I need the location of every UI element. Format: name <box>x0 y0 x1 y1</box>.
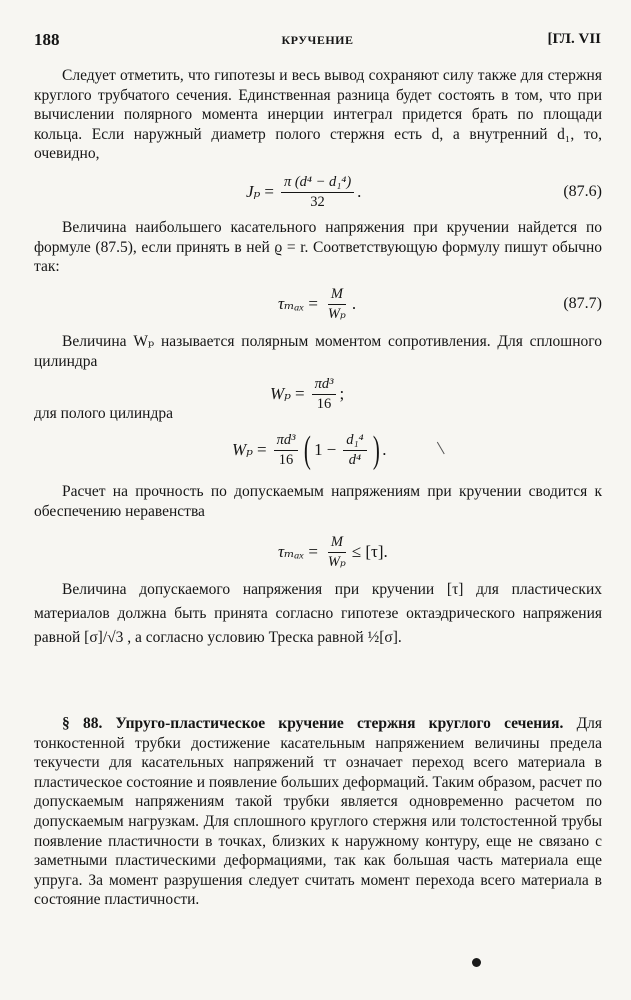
formula-inequality <box>34 524 602 580</box>
paragraph-text: Следует отметить, что гипотезы и весь вывод сохраняют силу также для стержня круглого трубчатого сечения. Единственная разница будет состоять в том, что при вычислении полярного момента инерции интеграл придется брать по площади кольца. Если наружный диаметр полого стержня есть d, а внутренний d₁, то, очевидно, <box>34 67 602 163</box>
section-paragraph <box>34 714 602 910</box>
equation-number: (87.6) <box>563 183 602 200</box>
fraction <box>274 432 299 469</box>
formula-rhs: ≤ [τ]. <box>351 542 388 561</box>
section-body: Для тонкостенной трубки достижение касательным напряжением величины предела текучести для касательных напряжений τт означает переход всего материала в пластическое состояние и появление больших деформаций. Таким образом, расчет по допускаемым напряжениям такой трубки является одновременно расчетом по допускаемым нагрузкам. Для сплошного круглого стержня или толстостенной трубы появление пластичности в точках, близких к наружному контуру, еще не связано с заметными пластическими деформациями, так как большая часть материала еще упруга. За момент разрушения следует считать момент перехода всего материала в состояние пластичности. <box>34 715 602 909</box>
equals-sign: = <box>308 542 318 561</box>
paragraph-text: Величина наибольшего касательного напряжения при кручении найдется по формуле (87.5), если принять в ней ϱ = r. Соответствующую формулу пишут обычно так: <box>34 219 602 276</box>
formula-87-6 <box>34 164 602 220</box>
paragraph-hollow-cylinder <box>34 404 602 424</box>
fraction-numerator: πd³ <box>274 432 299 451</box>
fraction-numerator: M <box>328 534 346 553</box>
equation-number: (87.7) <box>563 295 602 312</box>
paragraph-text: Расчет на прочность по допускаемым напряжениям при кручении сводится к обеспечению неравенства <box>34 483 602 520</box>
formula-end-punct: . <box>382 440 387 459</box>
minus-sign: − <box>326 440 337 459</box>
equals-sign: = <box>264 182 274 201</box>
running-title: КРУЧЕНИЕ <box>281 33 354 47</box>
page-number: 188 <box>34 30 60 49</box>
paragraph-hollow-shaft <box>34 66 602 164</box>
paragraph-max-stress <box>34 218 602 277</box>
equals-sign: = <box>256 440 267 459</box>
formula-hollow-cylinder <box>34 422 602 478</box>
section-heading: § 88. Упруго-пластическое кручение стержня круглого сечения. <box>62 715 564 732</box>
running-header <box>34 30 601 50</box>
fraction-numerator: M <box>328 286 346 305</box>
formula-expression <box>246 164 361 220</box>
inner-fraction <box>343 432 366 469</box>
chapter-label: [ГЛ. VII <box>547 31 601 47</box>
paragraph-strength-calc <box>34 482 602 521</box>
formula-expression <box>278 276 356 332</box>
formula-expression <box>278 524 388 580</box>
right-parenthesis: ) <box>372 429 380 471</box>
equals-sign: = <box>308 294 318 313</box>
formula-lhs: Wₚ <box>270 384 291 403</box>
paragraph-text: для полого цилиндра <box>34 405 173 422</box>
fraction-numerator: d₁⁴ <box>343 432 366 451</box>
fraction <box>325 534 349 571</box>
formula-expression <box>232 422 386 478</box>
fraction-numerator: π (d⁴ − d₁⁴) <box>281 174 354 193</box>
fraction-denominator: Wₚ <box>327 305 346 322</box>
ink-blot <box>472 958 481 967</box>
fraction-denominator: d⁴ <box>348 451 361 468</box>
term-one: 1 <box>314 440 323 459</box>
fraction-numerator: πd³ <box>312 376 337 395</box>
fraction <box>325 286 349 323</box>
fraction-denominator: Wₚ <box>327 553 346 570</box>
formula-end-punct: ; <box>339 384 345 403</box>
formula-87-7 <box>34 276 602 332</box>
fraction-denominator: 32 <box>310 193 325 210</box>
section-88 <box>34 714 602 910</box>
formula-lhs: Jₚ <box>246 182 261 201</box>
equals-sign: = <box>294 384 305 403</box>
formula-lhs: Wₚ <box>232 440 253 459</box>
fraction-denominator: 16 <box>278 451 294 468</box>
formula-lhs: τₘₐₓ <box>278 542 305 561</box>
paragraph-text: Величина допускаемого напряжения при кручении [τ] для пластических материалов должна быть принята согласно гипотезе октаэдрического напряжения равной [σ]/√3 , а согласно условию Треска равной ½[σ]. <box>34 581 602 646</box>
left-parenthesis: ( <box>304 429 312 471</box>
formula-end-punct: . <box>357 182 362 201</box>
fraction <box>281 174 354 211</box>
paragraph-allowable-stress <box>34 578 602 650</box>
fraction-denominator: 16 <box>316 395 332 412</box>
formula-lhs: τₘₐₓ <box>278 294 305 313</box>
paragraph-text: Величина Wₚ называется полярным моментом сопротивления. Для сплошного цилиндра <box>34 333 602 370</box>
formula-end-punct: . <box>351 294 357 313</box>
